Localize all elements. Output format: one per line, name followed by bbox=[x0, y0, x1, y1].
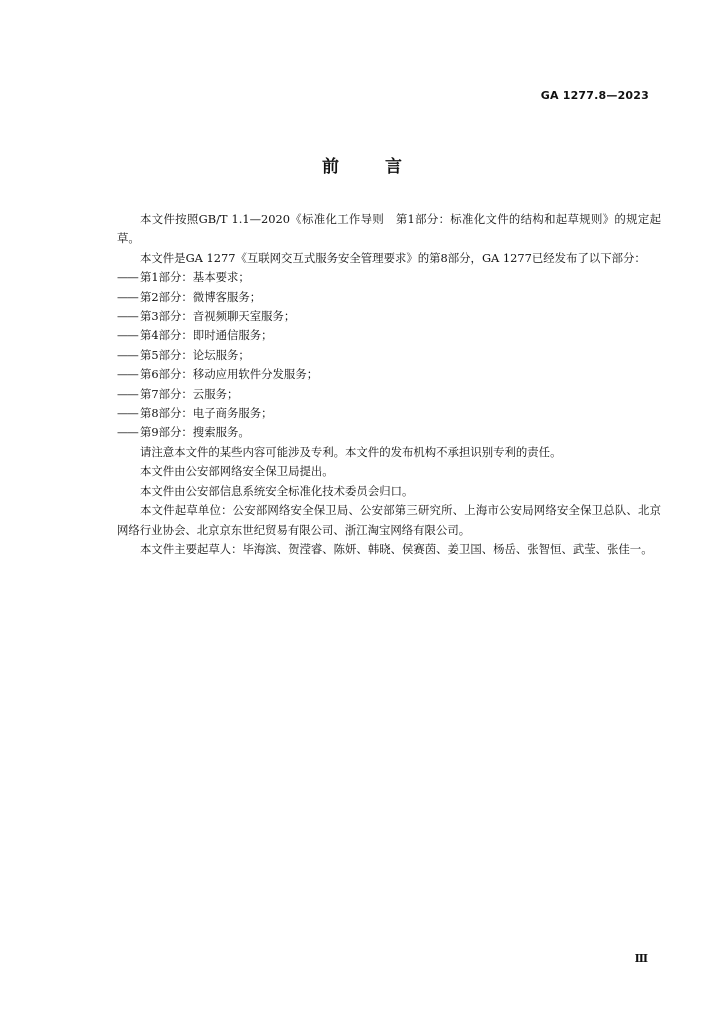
standard-code: GA 1277.8—2023 bbox=[540, 89, 649, 102]
list-item bbox=[117, 404, 661, 423]
list-dash: —— bbox=[117, 425, 138, 440]
list-dash: —— bbox=[117, 406, 138, 421]
title-char-1: 前 bbox=[322, 157, 339, 177]
list-item-text: 第1部分：基本要求； bbox=[140, 270, 250, 285]
parts-list bbox=[117, 268, 661, 443]
list-item-text: 第8部分：电子商务服务； bbox=[140, 406, 273, 421]
foreword-body bbox=[117, 210, 661, 559]
list-item-text: 第2部分：微博客服务； bbox=[140, 289, 262, 304]
list-item-text: 第5部分：论坛服务； bbox=[140, 347, 250, 362]
list-item bbox=[117, 326, 661, 345]
list-item bbox=[117, 307, 661, 326]
list-item bbox=[117, 268, 661, 287]
paragraph-drafters: 本文件主要起草人：毕海滨、贺滢睿、陈妍、韩晓、侯赛茵、姜卫国、杨岳、张智恒、武莹、张佳一。 bbox=[140, 541, 653, 556]
list-item-text: 第9部分：搜索服务。 bbox=[140, 425, 250, 440]
list-item bbox=[117, 385, 661, 404]
list-item bbox=[117, 288, 661, 307]
title-char-2: 言 bbox=[385, 157, 402, 177]
page-title bbox=[0, 152, 724, 177]
list-item bbox=[117, 423, 661, 442]
paragraph-drafting-units: 本文件起草单位：公安部网络安全保卫局、公安部第三研究所、上海市公安局网络安全保卫总队、北京网络行业协会、北京京东世纪贸易有限公司、浙江淘宝网络有限公司。 bbox=[117, 503, 661, 537]
list-item bbox=[117, 346, 661, 365]
page-number: Ⅲ bbox=[634, 952, 648, 965]
list-dash: —— bbox=[117, 367, 138, 382]
list-dash: —— bbox=[117, 289, 138, 304]
paragraph-drafting-basis: 本文件按照GB/T 1.1—2020《标准化工作导则 第1部分：标准化文件的结构和起草规则》的规定起草。 bbox=[117, 212, 661, 246]
list-item-text: 第6部分：移动应用软件分发服务； bbox=[140, 367, 319, 382]
list-item-text: 第4部分：即时通信服务； bbox=[140, 328, 273, 343]
paragraph-patent-notice: 请注意本文件的某些内容可能涉及专利。本文件的发布机构不承担识别专利的责任。 bbox=[140, 444, 562, 459]
list-dash: —— bbox=[117, 347, 138, 362]
paragraph-series-intro: 本文件是GA 1277《互联网交互式服务安全管理要求》的第8部分，GA 1277已经发布了以下部分： bbox=[140, 250, 646, 265]
list-item bbox=[117, 365, 661, 384]
list-dash: —— bbox=[117, 386, 138, 401]
list-dash: —— bbox=[117, 309, 138, 324]
paragraph-jurisdiction: 本文件由公安部信息系统安全标准化技术委员会归口。 bbox=[140, 483, 414, 498]
list-item-text: 第7部分：云服务； bbox=[140, 386, 239, 401]
list-dash: —— bbox=[117, 270, 138, 285]
list-item-text: 第3部分：音视频聊天室服务； bbox=[140, 309, 296, 324]
paragraph-proposed-by: 本文件由公安部网络安全保卫局提出。 bbox=[140, 464, 334, 479]
list-dash: —— bbox=[117, 328, 138, 343]
